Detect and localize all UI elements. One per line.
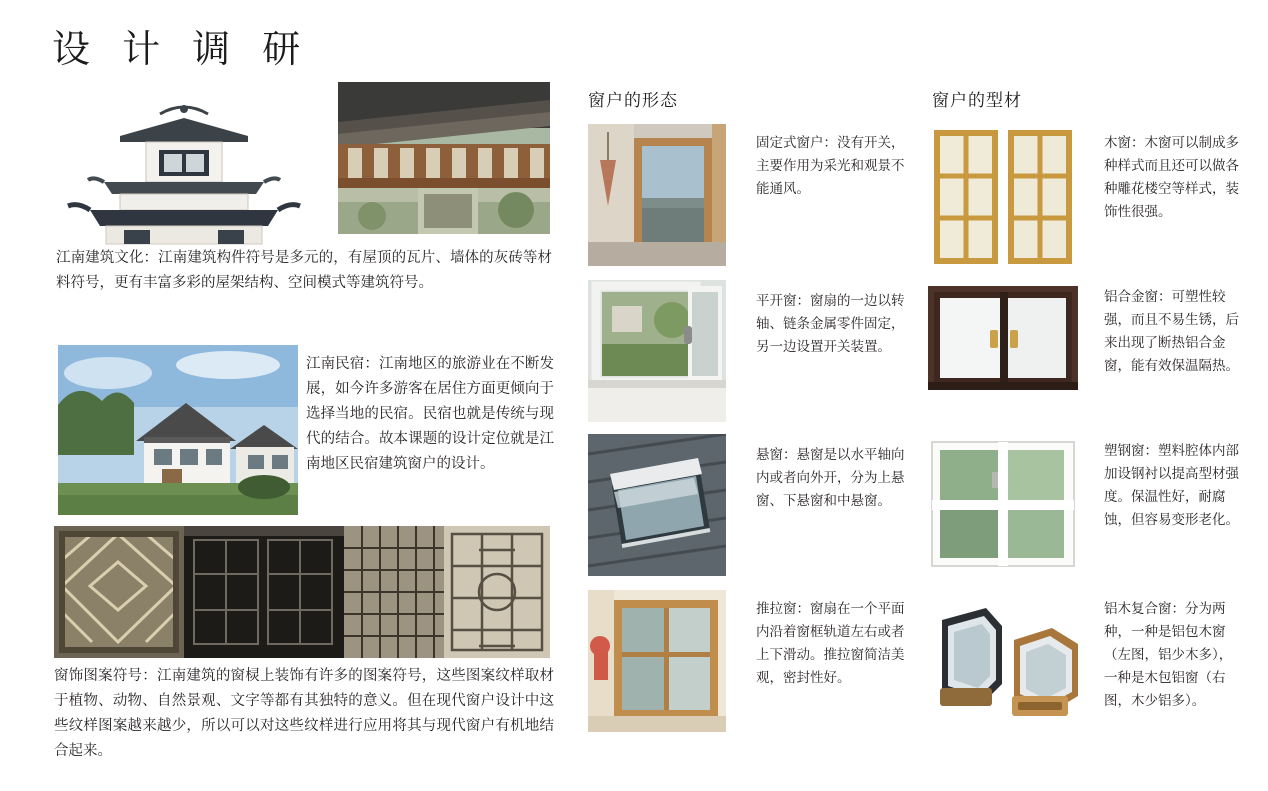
right-column-heading: 窗户的型材 xyxy=(932,91,1022,111)
fixed-window-photo xyxy=(588,124,726,266)
awning-window-photo xyxy=(588,434,726,576)
plastic-steel-window-caption: 塑钢窗：塑料腔体内部加设钢衬以提高型材强度。保温性好，耐腐蚀，但容易变形老化。 xyxy=(1104,443,1239,528)
middle-column-heading: 窗户的形态 xyxy=(588,91,678,111)
aluminum-wood-composite-caption: 铝木复合窗：分为两种，一种是铝包木窗（左图，铝少木多），一种是木包铝窗（右图，木少铝多）。 xyxy=(1104,601,1233,709)
wood-window-caption: 木窗：木窗可以制成多种样式而且还可以做各种雕花楼空等样式，装饰性很强。 xyxy=(1104,135,1239,220)
jiangnan-homestay-text: 江南民宿：江南地区的旅游业在不断发展，如今许多游客在居住方面更倾向于选择当地的民宿。民宿也就是传统与现代的结合。故本课题的设计定位就是江南地区民宿建筑窗户的设计。 xyxy=(306,356,554,472)
jiangnan-archway-illustration xyxy=(60,78,308,248)
wood-window-photo xyxy=(928,124,1078,270)
jiangnan-architecture-culture-text: 江南建筑文化：江南建筑构件符号是多元的，有屋顶的瓦片、墙体的灰砖等材料符号，更有丰富多彩的屋架结构、空间模式等建筑符号。 xyxy=(56,250,552,291)
casement-window-caption: 平开窗：窗扇的一边以转轴、链条金属零件固定，另一边设置开关装置。 xyxy=(756,293,905,355)
awning-window-caption: 悬窗：悬窗是以水平轴向内或者向外开，分为上悬窗、下悬窗和中悬窗。 xyxy=(756,447,905,509)
plastic-steel-window-photo xyxy=(928,438,1078,570)
aluminum-wood-composite-window-photo xyxy=(928,592,1094,732)
aluminum-window-photo xyxy=(928,286,1078,390)
sliding-window-photo xyxy=(588,590,726,732)
sliding-window-caption: 推拉窗：窗扇在一个平面内沿着窗框轨道左右或者上下滑动。推拉窗简洁美观，密封性好。 xyxy=(756,601,905,686)
window-lattice-pattern-photo xyxy=(54,526,550,658)
jiangnan-corridor-photo xyxy=(338,82,550,234)
page-title: 设 计 调 研 xyxy=(52,27,311,71)
aluminum-window-caption: 铝合金窗：可塑性较强，而且不易生锈，后来出现了断热铝合金窗，能有效保温隔热。 xyxy=(1104,289,1239,374)
fixed-window-caption: 固定式窗户：没有开关，主要作用为采光和观景不能通风。 xyxy=(756,135,905,197)
window-pattern-symbol-text: 窗饰图案符号：江南建筑的窗棂上装饰有许多的图案符号，这些图案纹样取材于植物、动物、自然景观、文字等都有其独特的意义。但在现代窗户设计中这些纹样图案越来越少，所以可以对这些纹样进行应用将其与现代窗户有机地结合起来。 xyxy=(54,668,554,759)
jiangnan-homestay-photo xyxy=(58,345,298,515)
casement-window-photo xyxy=(588,280,726,422)
